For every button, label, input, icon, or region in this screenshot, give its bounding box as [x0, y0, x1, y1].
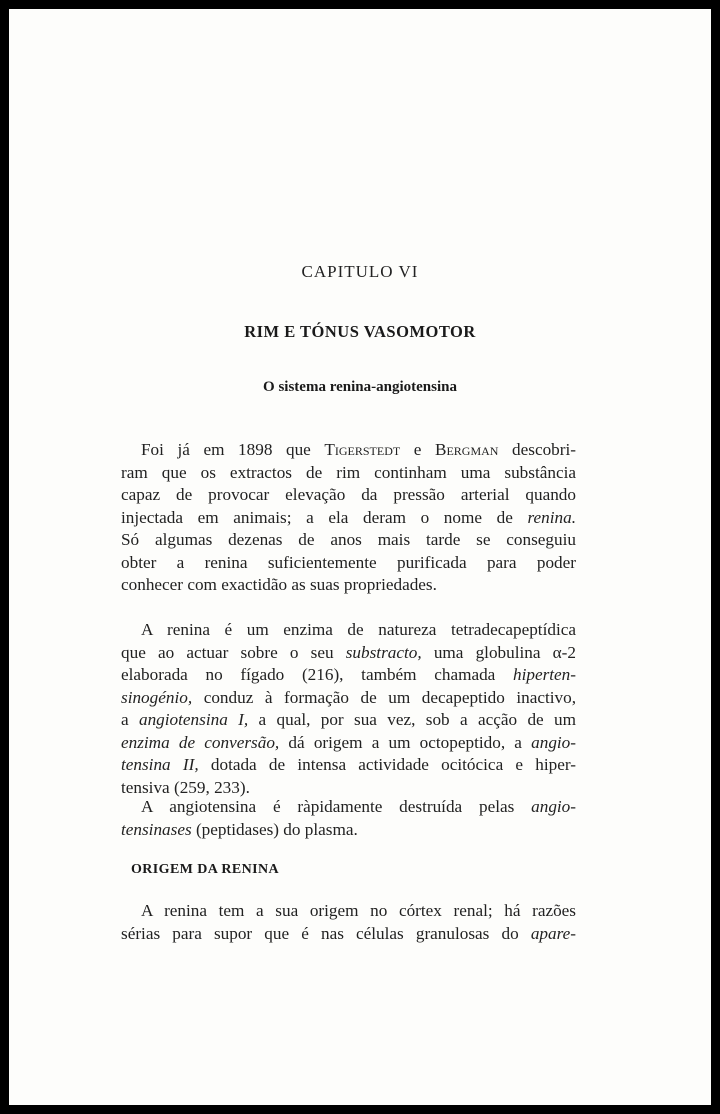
chapter-title: RIM E TÓNUS VASOMOTOR — [244, 322, 476, 341]
text-line: A renina é um enzima de natureza tetradecapeptídica — [141, 620, 576, 639]
text-line: a angiotensina I, a qual, por sua vez, sob a acção de um — [121, 710, 576, 729]
text-line: conhecer com exactidão as suas propriedades. — [121, 575, 437, 594]
text-line: A renina tem a sua origem no córtex renal; há razões — [141, 901, 576, 920]
text-line: enzima de conversão, dá origem a um octopeptido, a angio- — [121, 732, 576, 752]
section-subtitle: O sistema renina-angiotensina — [263, 379, 457, 395]
text-line: tensina II, dotada de intensa actividade ocitócica e hiper- — [121, 755, 576, 774]
text-line: tensiva (259, 233). — [121, 777, 250, 797]
author-name: Bergman — [435, 440, 499, 459]
paragraph-1 — [121, 439, 576, 597]
text-line: tensinases (peptidases) do plasma. — [121, 819, 358, 839]
chapter-heading: CAPITULO VI — [301, 262, 419, 281]
author-name: Tigerstedt — [324, 440, 401, 459]
text-line: sérias para supor que é nas células granulosas do apare- — [121, 923, 576, 943]
text-line: obter a renina suficientemente purificada para poder — [121, 552, 576, 572]
text-line: Só algumas dezenas de anos mais tarde se conseguiu — [121, 530, 576, 549]
text-line: capaz de provocar elevação da pressão arterial quando — [121, 485, 576, 504]
section-heading: ORIGEM DA RENINA — [131, 862, 279, 877]
text-line: injectada em animais; a ela deram o nome de renina. — [121, 507, 576, 527]
text-line: Foi já em 1898 que Tigerstedt e Bergman descobri- — [141, 440, 576, 459]
text-line: sinogénio, conduz à formação de um decapeptido inactivo, — [121, 687, 576, 707]
paragraph-2 — [121, 619, 576, 799]
text-line: A angiotensina é ràpidamente destruída pelas angio- — [141, 797, 576, 816]
paragraph-4 — [121, 900, 576, 945]
text-line: ram que os extractos de rim continham uma substância — [121, 462, 576, 482]
paragraph-3 — [121, 796, 576, 841]
text-line: que ao actuar sobre o seu substracto, uma globulina α-2 — [121, 642, 576, 662]
text-line: elaborada no fígado (216), também chamada hiperten- — [121, 665, 576, 684]
document-page — [9, 9, 711, 1105]
